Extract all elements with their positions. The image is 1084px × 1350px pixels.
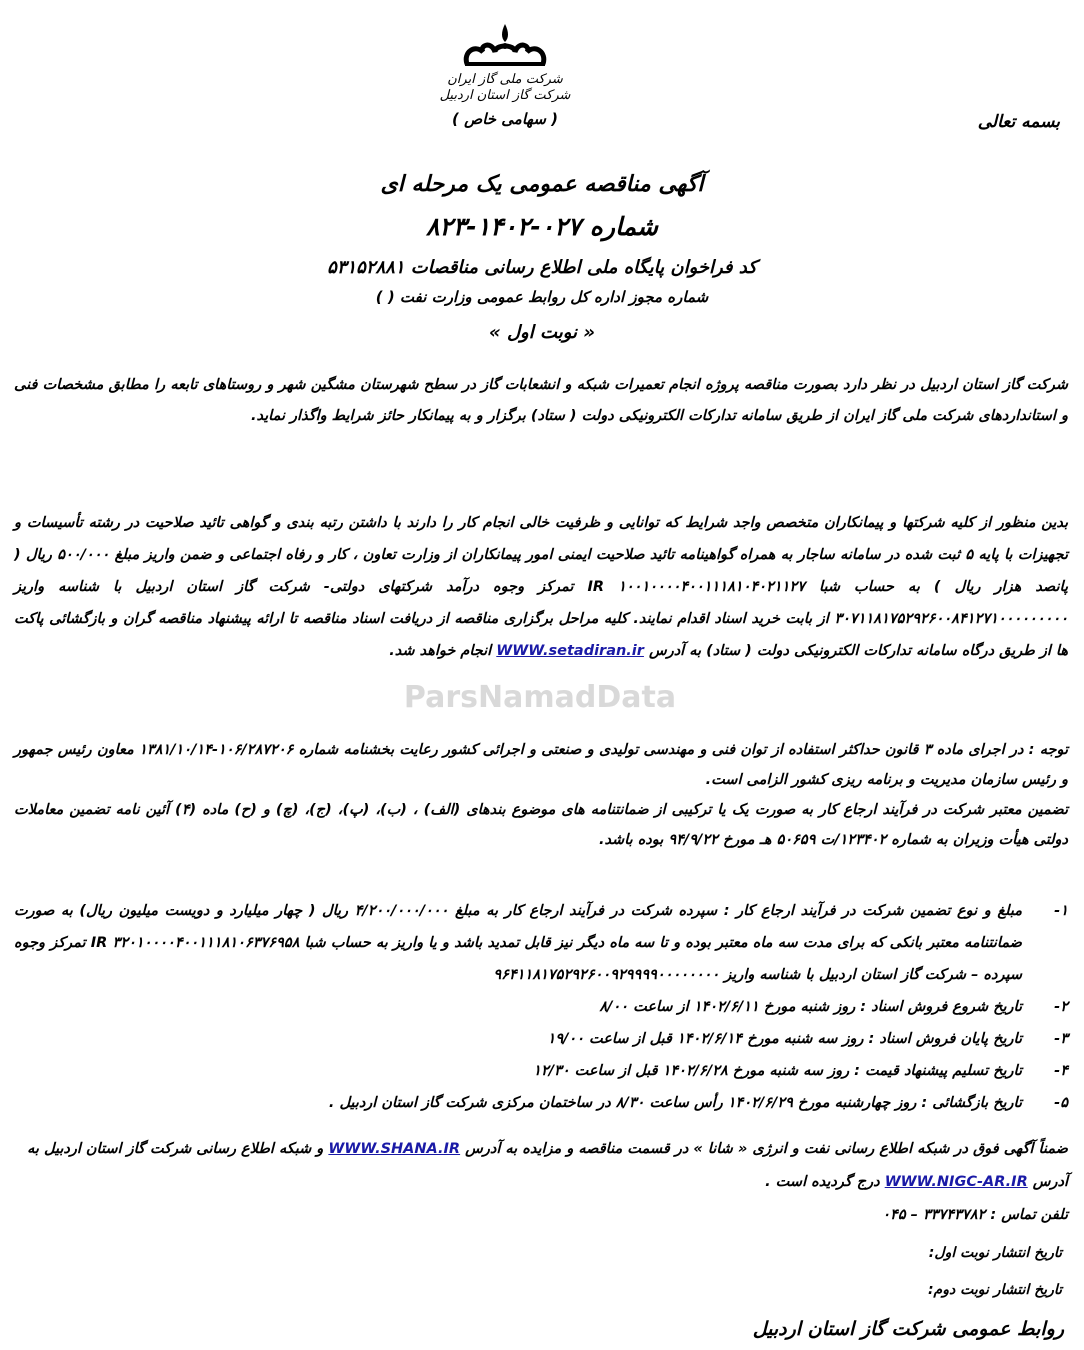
list-item-text: تاریخ تسلیم پیشنهاد قیمت : روز سه شنبه مورخ ۱۴۰۲/۶/۲۸ قبل از ساعت ۱۲/۳۰ <box>533 1063 1022 1079</box>
publication-note <box>14 1133 1068 1232</box>
list-item-text: مبلغ و نوع تضمین شرکت در فرآیند ارجاع کار : سپرده شرکت در فرآیند ارجاع کار به مبلغ ۴/۲۰۰/۰۰۰/۰۰۰ ریال ( چهار میلیارد و دویست میلیون ریال) به صورت ضمانتنامه معتبر بانکی که برای مدت سه ماه معتبر بوده و تا سه ماه دیگر نیز قابل تمدید باشد و یا واریز به حساب شبا IR ۳۲۰۱۰۰۰۰۴۰۰۱۱۱۸۱۰۶۳۷۶۹۵۸ تمرکز وجوه سپرده – شرکت گاز استان اردبیل با شناسه واریز ۹۶۴۱۱۸۱۷۵۲۹۲۶۰۰۹۲۹۹۹۹۰۰۰۰۰۰۰۰ <box>14 903 1023 983</box>
publication-text-b: و شبکه اطلاع رسانی شرکت گاز استان اردبیل به آدرس <box>27 1141 1068 1190</box>
besmeh-heading: بسمه تعالی <box>977 112 1060 132</box>
shana-link[interactable]: WWW.SHANA.IR <box>328 1141 461 1157</box>
list-item-number: ۴- <box>1054 1063 1068 1079</box>
list-item-text: تاریخ شروع فروش اسناد : روز شنبه مورخ ۱۴۰۲/۶/۱۱ از ساعت ۸/۰۰ <box>599 999 1022 1015</box>
company-logo <box>430 22 580 128</box>
company-name-line2: شرکت گاز استان اردبیل <box>439 88 571 103</box>
publication-text-c: درج گردیده است . <box>765 1174 880 1190</box>
details-list <box>14 895 1068 1119</box>
footer-signature: روابط عمومی شرکت گاز استان اردبیل <box>752 1318 1064 1340</box>
notes-block <box>14 735 1068 855</box>
list-item <box>14 1055 1068 1087</box>
note-guarantee: تضمین معتبر شرکت در فرآیند ارجاع کار به صورت یک یا ترکیبی از ضمانتنامه های موضوع بندهای (الف) ، (ب)، (پ)، (ج)، (چ) و (ح) ماده (۴) آئین نامه تضمین معاملات دولتی هیأت وزیران به شماره ۱۲۳۴۰۲/ت ۵۰۶۵۹ هـ مورخ ۹۴/۹/۲۲ بوده باشد. <box>14 802 1068 848</box>
publication-paragraph <box>14 1133 1068 1199</box>
list-item-text: تاریخ بازگشائی : روز چهارشنبه مورخ ۱۴۰۲/۶/۲۹ رأس ساعت ۸/۳۰ در ساختمان مرکزی شرکت گاز استان اردبیل . <box>328 1095 1022 1111</box>
list-item-text: تاریخ پایان فروش اسناد : روز سه شنبه مورخ ۱۴۰۲/۶/۱۴ قبل از ساعت ۱۹/۰۰ <box>547 1031 1022 1047</box>
notice-number: شماره ۰۲۷-۱۴۰۲-۸۲۳ <box>426 212 658 241</box>
list-item <box>14 1087 1068 1119</box>
second-publish-date: تاریخ انتشار نوبت دوم: <box>927 1282 1062 1298</box>
list-item-number: ۱- <box>1054 903 1068 919</box>
watermark: ParsNamadData <box>403 680 677 715</box>
publication-text-a: ضمناً آگهی فوق در شبکه اطلاع رسانی نفت و انرژی « شانا » در قسمت مناقصه و مزایده به آدرس <box>465 1141 1068 1157</box>
list-item <box>14 895 1068 991</box>
list-item <box>14 991 1068 1023</box>
note-circular: توجه : در اجرای ماده ۳ قانون حداکثر استفاده از توان فنی و مهندسی تولیدی و صنعتی و اجرائی کشور رعایت بخشنامه شماره ۱۰۶/۲۸۷۲۰۶-۱۳۸۱/۱۰/۱۴ معاون رئیس جمهور و رئیس سازمان مدیریت و برنامه ریزی کشور الزامی است. <box>14 742 1068 788</box>
company-name-line1: شرکت ملی گاز ایران <box>447 72 563 87</box>
round-label: « نوبت اول » <box>489 322 595 343</box>
flame-emblem-icon <box>457 22 553 68</box>
list-item-number: ۵- <box>1054 1095 1068 1111</box>
notice-title: آگهی مناقصه عمومی یک مرحله ای <box>380 172 704 197</box>
list-item-number: ۲- <box>1054 999 1068 1015</box>
tender-code: کد فراخوان پایگاه ملی اطلاع رسانی مناقصات ۵۳۱۵۲۸۸۱ <box>327 257 757 278</box>
setadiran-link[interactable]: WWW.setadiran.ir <box>496 643 644 659</box>
nigc-ar-link[interactable]: WWW.NIGC-AR.IR <box>884 1174 1028 1190</box>
list-item <box>14 1023 1068 1055</box>
contact-phone: تلفن تماس : ۳۳۷۴۳۷۸۲ – ۰۴۵ <box>882 1207 1068 1223</box>
intro-paragraph: شرکت گاز استان اردبیل در نظر دارد بصورت مناقصه پروژه انجام تعمیرات شبکه و انشعابات گاز در سطح شهرستان مشگین شهر و روستاهای تابعه را مطابق مشخصات فنی و استانداردهای شرکت ملی گاز ایران از طریق سامانه تدارکات الکترونیکی دولت ( ستاد) برگزار و به پیمانکار حائز شرایط واگذار نماید. <box>14 377 1068 424</box>
conditions-text: بدین منظور از کلیه شرکتها و پیمانکاران متخصص واجد شرایط که توانایی و ظرفیت خالی انجام کار را دارند با داشتن رتبه بندی و گواهی تائید صلاحیت در رشته تأسیسات و تجهیزات با پایه ۵ ثبت شده در سامانه ساجار به همراه گواهینامه تائید صلاحیت ایمنی امور پیمانکاران از وزارت تعاون ، کار و رفاه اجتماعی و ضمن واریز مبلغ ۵۰۰/۰۰۰ ریال ( پانصد هزار ریال ) به حساب شبا IR ۱۰۰۱۰۰۰۰۴۰۰۱۱۱۸۱۰۴۰۲۱۱۲۷ تمرکز وجوه درآمد شرکتهای دولتی- شرکت گاز استان اردبیل با شناسه واریز ۳۰۷۱۱۸۱۷۵۲۹۲۶۰۰۸۴۱۲۷۱۰۰۰۰۰۰۰۰۰ از بابت خرید اسناد اقدام نمایند. کلیه مراحل برگزاری مناقصه از دریافت اسناد مناقصه تا ارائه پیشنهاد مناقصه گران و بازگشائی پاکت ها از طریق درگاه سامانه تدارکات الکترونیکی دولت ( ستاد) به آدرس <box>14 515 1068 659</box>
company-type: ( سهامی خاص ) <box>452 110 558 128</box>
conditions-paragraph <box>14 507 1068 667</box>
permit-number: شماره مجوز اداره کل روابط عمومی وزارت نفت ( ) <box>375 288 709 306</box>
list-item-number: ۳- <box>1054 1031 1068 1047</box>
first-publish-date: تاریخ انتشار نوبت اول: <box>928 1245 1062 1261</box>
conditions-end: انجام خواهد شد. <box>389 643 492 659</box>
